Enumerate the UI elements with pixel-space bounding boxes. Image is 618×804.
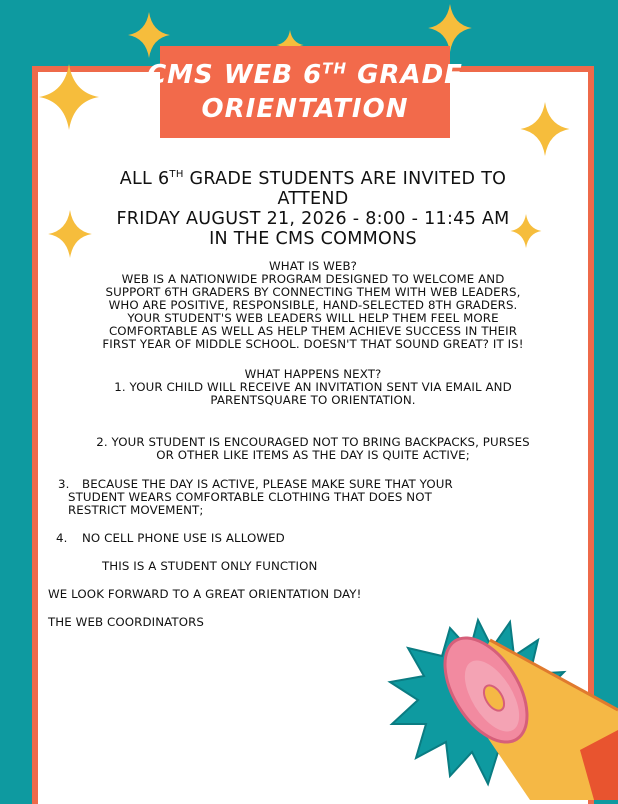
web-description-line: SUPPORT 6TH GRADERS BY CONNECTING THEM WITH WEB LEADERS, — [105, 285, 521, 299]
section-heading-what-happens-next: WHAT HAPPENS NEXT? — [244, 367, 382, 381]
web-description-line: WHO ARE POSITIVE, RESPONSIBLE, HAND-SELECTED 8TH GRADERS. — [108, 298, 518, 312]
web-description-line: YOUR STUDENT'S WEB LEADERS WILL HELP THEM FEEL MORE — [127, 311, 499, 325]
web-description-line: COMFORTABLE AS WELL AS HELP THEM ACHIEVE SUCCESS IN THEIR — [108, 324, 518, 338]
step-1-line: PARENTSQUARE TO ORIENTATION. — [210, 393, 416, 407]
event-location: IN THE CMS COMMONS — [209, 229, 417, 249]
step-4-line: NO CELL PHONE USE IS ALLOWED — [82, 531, 285, 545]
invite-superscript: TH — [169, 169, 184, 181]
title-line-1 — [147, 58, 463, 92]
step-1-line: 1. YOUR CHILD WILL RECEIVE AN INVITATION SENT VIA EMAIL AND — [114, 380, 512, 394]
invite-text: GRADE STUDENTS ARE INVITED TO — [183, 169, 507, 189]
title-line-2: ORIENTATION — [201, 94, 409, 124]
title-text: GRADE — [347, 60, 463, 90]
megaphone-icon — [380, 600, 618, 800]
invite-text: ALL 6 — [119, 169, 170, 189]
step-4-number: 4. — [56, 531, 68, 545]
web-description-line: FIRST YEAR OF MIDDLE SCHOOL. DOESN'T THAT SOUND GREAT? IT IS! — [102, 337, 524, 351]
sparkle-star-icon — [428, 4, 472, 52]
section-heading-what-is-web: WHAT IS WEB? — [268, 259, 358, 273]
step-3-line: BECAUSE THE DAY IS ACTIVE, PLEASE MAKE SURE THAT YOUR — [82, 477, 453, 491]
closing-line: WE LOOK FORWARD TO A GREAT ORIENTATION DAY! — [48, 587, 362, 601]
title-text: CMS WEB 6 — [147, 60, 323, 90]
step-3-line: RESTRICT MOVEMENT; — [68, 503, 204, 517]
step-3-number: 3. — [58, 477, 70, 491]
signature: THE WEB COORDINATORS — [48, 615, 204, 629]
web-description-line: WEB IS A NATIONWIDE PROGRAM DESIGNED TO WELCOME AND — [121, 272, 505, 286]
event-date-time: FRIDAY AUGUST 21, 2026 - 8:00 - 11:45 AM — [116, 209, 510, 229]
sparkle-star-icon — [38, 64, 100, 130]
student-only-note: THIS IS A STUDENT ONLY FUNCTION — [102, 559, 318, 573]
sparkle-star-icon — [520, 102, 570, 156]
step-3-line: STUDENT WEARS COMFORTABLE CLOTHING THAT DOES NOT — [68, 490, 432, 504]
invite-line-1 — [38, 168, 588, 190]
invite-line-2: ATTEND — [277, 189, 349, 209]
title-superscript: TH — [322, 59, 348, 78]
step-2-line: 2. YOUR STUDENT IS ENCOURAGED NOT TO BRING BACKPACKS, PURSES — [96, 435, 530, 449]
step-2-line: OR OTHER LIKE ITEMS AS THE DAY IS QUITE ACTIVE; — [156, 448, 470, 462]
title-banner — [147, 46, 463, 138]
